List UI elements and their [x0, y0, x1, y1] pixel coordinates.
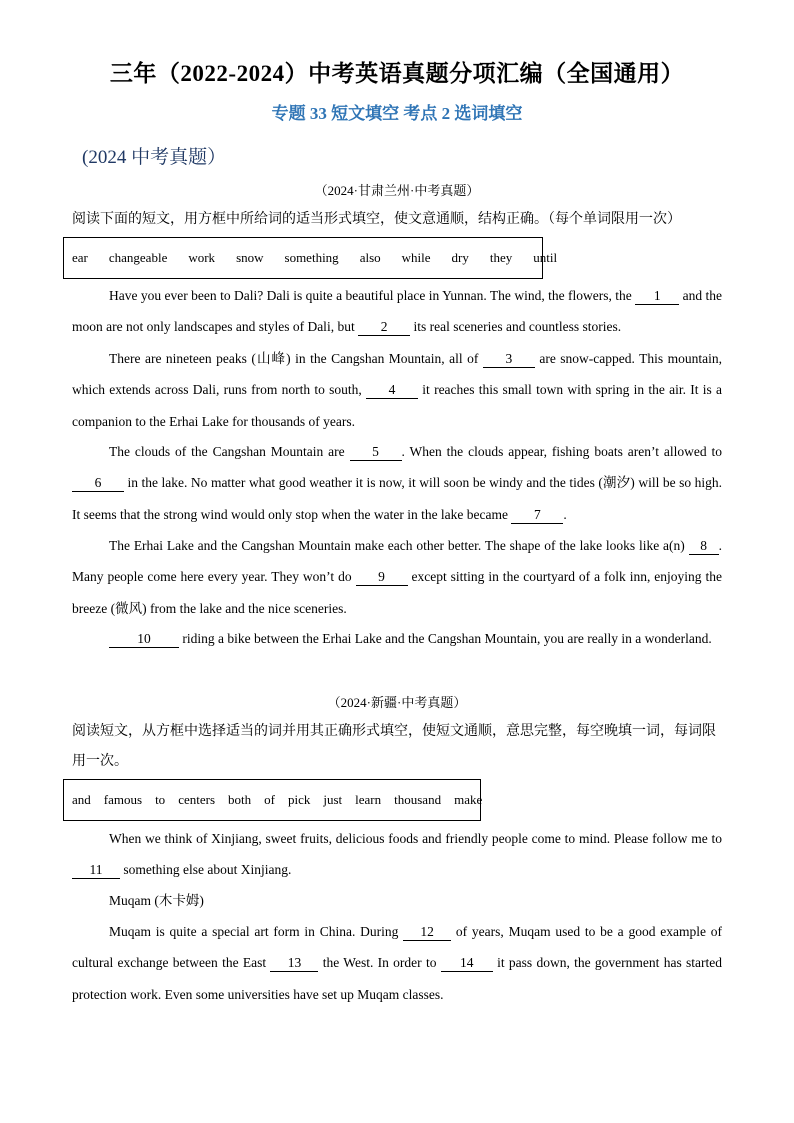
word-bank-word: learn — [355, 792, 382, 807]
answer-blank-14[interactable]: 14 — [441, 954, 493, 972]
word-bank-word: famous — [103, 792, 143, 807]
answer-blank-12[interactable]: 12 — [403, 923, 451, 941]
word-bank-word: pick — [287, 792, 311, 807]
word-bank-word: while — [401, 250, 431, 265]
word-bank-2 — [63, 779, 481, 821]
answer-blank-10[interactable]: 10 — [109, 630, 179, 648]
answer-blank-9[interactable]: 9 — [356, 568, 408, 586]
answer-blank-7[interactable]: 7 — [511, 506, 563, 524]
word-bank-word: make — [454, 792, 483, 807]
answer-blank-5[interactable]: 5 — [350, 443, 402, 461]
passage1-paragraph-5: 10 riding a bike between the Erhai Lake and the Cangshan Mountain, you are really in a wonderland. — [72, 623, 722, 654]
word-bank-word: work — [188, 250, 216, 265]
word-bank-word: changeable — [108, 250, 168, 265]
passage1-paragraph-2: There are nineteen peaks (山峰) in the Cangshan Mountain, all of 3 are snow-capped. This mountain, which extends across Dali, runs from north to south, 4 it reaches this small town with spring in the air. It is a companion to the Erhai Lake for thousands of years. — [72, 351, 723, 429]
passage2-paragraph-2: Muqam is quite a special art form in China. During 12 of years, Muqam used to be a good example of cultural exchange between the East 13 the West. In order to 14 it pass down, the government has started protection work. Even some universities have set up Muqam classes. — [72, 924, 722, 1002]
passage1-paragraph-4: The Erhai Lake and the Cangshan Mountain make each other better. The shape of the lake looks like a(n) 8 . Many people come here every year. They won’t do 9 except sitting in the courtyard of a folk inn, enjoying the breeze (微风) from the lake and the nice sceneries. — [72, 538, 722, 616]
word-bank-word: also — [359, 250, 381, 265]
section2-source: （2024·新疆·中考真题） — [327, 695, 467, 710]
answer-blank-4[interactable]: 4 — [366, 381, 418, 399]
document-subtitle: 专题 33 短文填空 考点 2 选词填空 — [271, 104, 523, 123]
word-bank-word: they — [489, 250, 513, 265]
answer-blank-3[interactable]: 3 — [483, 350, 535, 368]
word-bank-word: both — [228, 792, 252, 807]
document-title: 三年（2022-2024）中考英语真题分项汇编（全国通用） — [109, 61, 685, 86]
word-bank-word: snow — [236, 250, 264, 265]
answer-blank-8[interactable]: 8 — [689, 537, 719, 555]
word-bank-word: to — [155, 792, 166, 807]
word-bank-word: thousand — [394, 792, 442, 807]
answer-blank-1[interactable]: 1 — [635, 287, 679, 305]
answer-blank-2[interactable]: 2 — [358, 318, 410, 336]
word-bank-word: ear — [72, 250, 88, 265]
word-bank-word: just — [323, 792, 343, 807]
passage2-heading: Muqam (木卡姆) — [109, 893, 204, 908]
year-heading: (2024 中考真题） — [82, 147, 227, 168]
word-bank-word: of — [264, 792, 275, 807]
word-bank-word: centers — [178, 792, 215, 807]
section2-instruction: 阅读短文，从方框中选择适当的词并用其正确形式填空，使短文通顺，意思完整，每空晚填一词，每词限用一次。 — [72, 724, 716, 769]
word-bank-word: something — [284, 250, 339, 265]
word-bank-word: and — [72, 792, 91, 807]
answer-blank-13[interactable]: 13 — [270, 954, 318, 972]
passage1-paragraph-3: The clouds of the Cangshan Mountain are 5 . When the clouds appear, fishing boats aren’t allowed to 6 in the lake. No matter what good weather it is now, it will soon be windy and the tides (潮汐) will be so high. It seems that the strong wind would only stop when the water in the lake became 7 . — [72, 444, 723, 522]
section1-source: （2024·甘肃兰州·中考真题） — [314, 183, 480, 198]
answer-blank-6[interactable]: 6 — [72, 474, 124, 492]
passage2-paragraph-1: When we think of Xinjiang, sweet fruits, delicious foods and friendly people come to mind. Please follow me to 11 something else about Xinjiang. — [72, 823, 722, 886]
word-bank-1 — [63, 237, 558, 279]
answer-blank-11[interactable]: 11 — [72, 861, 120, 879]
section1-instruction: 阅读下面的短文，用方框中所给词的适当形式填空，使文意通顺，结构正确。（每个单词限用一次） — [72, 212, 681, 227]
word-bank-word: until — [533, 250, 558, 265]
word-bank-word: dry — [451, 250, 469, 265]
passage1-paragraph-1: Have you ever been to Dali? Dali is quite a beautiful place in Yunnan. The wind, the flowers, the 1 and the moon are not only landscapes and styles of Dali, but 2 its real sceneries and countless stories. — [72, 288, 722, 335]
